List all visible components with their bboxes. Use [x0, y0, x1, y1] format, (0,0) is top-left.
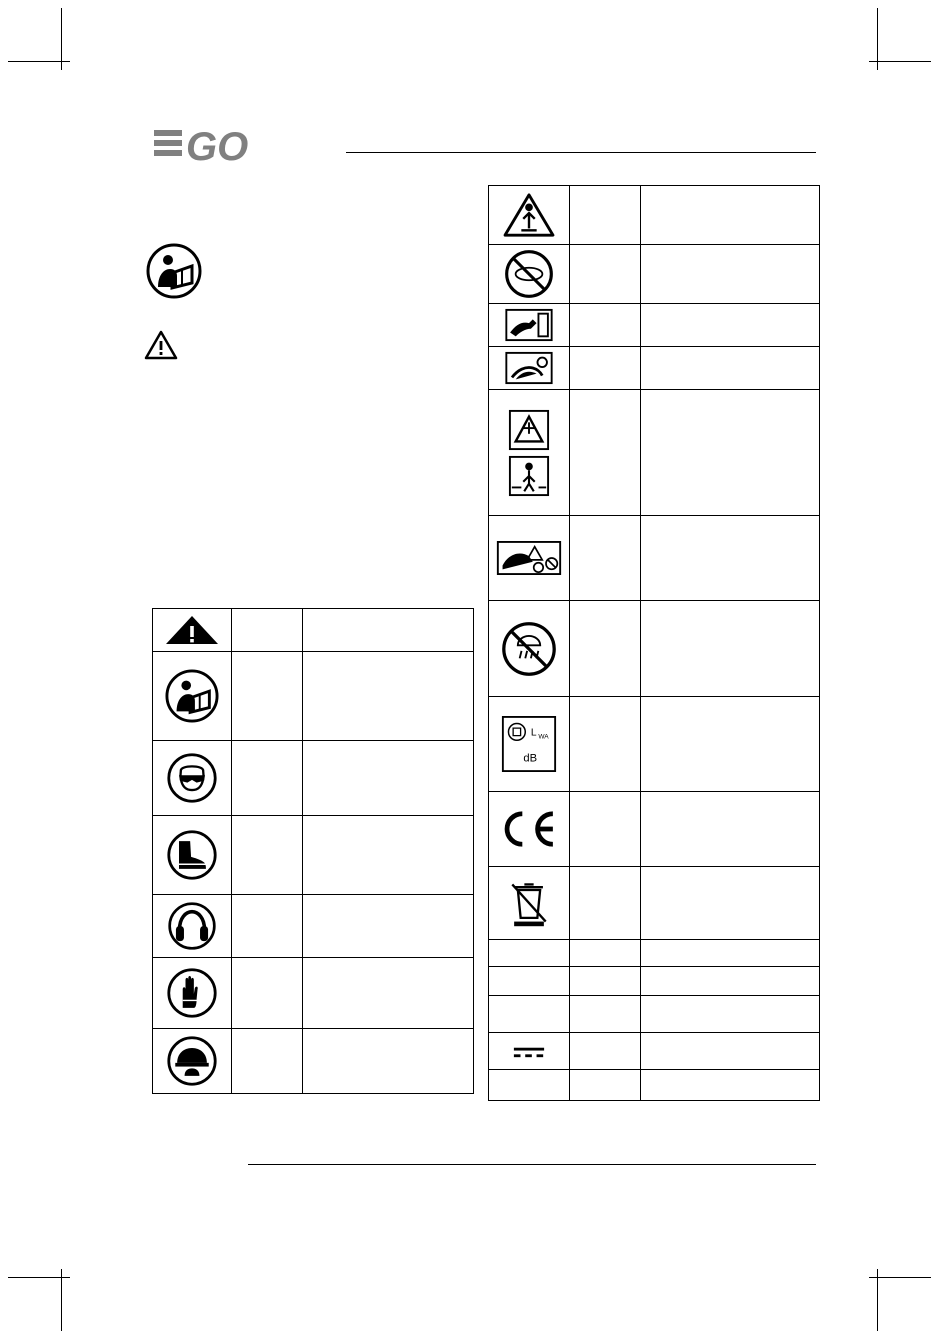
prohibition-icon	[489, 245, 570, 304]
symbol-description	[303, 652, 474, 741]
svg-text:GO: GO	[186, 125, 249, 169]
table-row	[489, 390, 820, 516]
symbol-description	[641, 967, 820, 996]
table-row	[153, 1029, 474, 1094]
symbol-description	[303, 1029, 474, 1094]
table-row	[153, 741, 474, 816]
symbol-name	[232, 741, 303, 816]
safety-symbol-table-left	[152, 608, 474, 1094]
symbol-name	[570, 1070, 641, 1101]
table-row	[489, 792, 820, 867]
symbol-description	[641, 697, 820, 792]
symbol-name	[570, 996, 641, 1033]
symbol-name	[570, 940, 641, 967]
symbol-name	[232, 958, 303, 1029]
table-row	[489, 996, 820, 1033]
symbol-name	[232, 652, 303, 741]
symbol-description	[641, 304, 820, 347]
symbol-name	[570, 304, 641, 347]
gloves-icon	[153, 958, 232, 1029]
safety-symbol-table-right	[488, 185, 820, 1101]
symbol-name	[570, 601, 641, 697]
symbol-name	[570, 347, 641, 390]
symbol-description	[641, 186, 820, 245]
symbol-name	[232, 816, 303, 895]
symbol-name	[570, 516, 641, 601]
table-row	[153, 609, 474, 652]
svg-text:dB: dB	[523, 752, 538, 765]
symbol-description	[641, 867, 820, 940]
table-row	[489, 697, 820, 792]
eye-protection-icon	[153, 741, 232, 816]
table-row	[153, 816, 474, 895]
table-row	[489, 967, 820, 996]
symbol-name	[570, 186, 641, 245]
table-row	[489, 186, 820, 245]
table-row	[153, 958, 474, 1029]
crop-mark-top-left	[8, 8, 70, 70]
symbol-name	[232, 895, 303, 958]
machine-label-icon	[489, 516, 570, 601]
warning-triangle-icon	[144, 330, 178, 360]
head-protection-icon	[153, 1029, 232, 1094]
table-row	[489, 940, 820, 967]
read-manual-icon	[153, 652, 232, 741]
table-row	[489, 1070, 820, 1101]
ce-mark-icon	[489, 792, 570, 867]
symbol-description	[641, 996, 820, 1033]
safety-boots-icon	[153, 816, 232, 895]
symbol-description	[641, 792, 820, 867]
ear-protection-icon	[153, 895, 232, 958]
symbol-cell	[489, 967, 570, 996]
do-not-expose-to-rain-icon	[489, 601, 570, 697]
footer-rule	[248, 1164, 816, 1165]
svg-text:WA: WA	[538, 733, 549, 741]
header-rule	[346, 152, 816, 153]
dc-current-icon	[489, 1033, 570, 1070]
table-row	[489, 1033, 820, 1070]
symbol-description	[641, 347, 820, 390]
symbol-description	[303, 895, 474, 958]
warning-triangle-icon	[153, 609, 232, 652]
svg-text:L: L	[530, 727, 537, 739]
symbol-description	[303, 958, 474, 1029]
table-row	[489, 516, 820, 601]
symbol-description	[641, 601, 820, 697]
symbol-name	[570, 245, 641, 304]
crop-mark-bottom-left	[8, 1269, 70, 1331]
hand-crush-warning-icon	[489, 347, 570, 390]
symbol-name	[570, 390, 641, 516]
symbol-name	[570, 967, 641, 996]
symbol-description	[641, 1033, 820, 1070]
symbol-description	[641, 516, 820, 601]
symbol-name	[570, 867, 641, 940]
table-row	[489, 867, 820, 940]
crop-mark-bottom-right	[869, 1269, 931, 1331]
read-manual-icon	[146, 243, 202, 299]
table-row	[489, 304, 820, 347]
hand-cut-warning-icon	[489, 304, 570, 347]
symbol-description	[303, 816, 474, 895]
symbol-cell	[489, 940, 570, 967]
symbol-name	[232, 1029, 303, 1094]
symbol-description	[641, 1070, 820, 1101]
symbol-name	[570, 697, 641, 792]
column-header-name	[232, 609, 303, 652]
table-row	[489, 601, 820, 697]
symbol-cell	[489, 1070, 570, 1101]
symbol-name	[570, 1033, 641, 1070]
falling-objects-warning-icon	[489, 186, 570, 245]
symbol-description	[641, 940, 820, 967]
ego-logo	[152, 122, 332, 170]
table-row	[489, 347, 820, 390]
symbol-description	[303, 741, 474, 816]
table-row	[153, 652, 474, 741]
weee-bin-icon	[489, 867, 570, 940]
table-row	[153, 895, 474, 958]
symbol-name	[570, 792, 641, 867]
crop-mark-top-right	[869, 8, 931, 70]
keep-bystanders-away-icon	[489, 390, 570, 516]
table-row	[489, 245, 820, 304]
symbol-description	[641, 245, 820, 304]
column-header-description	[303, 609, 474, 652]
symbol-description	[641, 390, 820, 516]
symbol-cell	[489, 996, 570, 1033]
sound-power-label-icon	[489, 697, 570, 792]
